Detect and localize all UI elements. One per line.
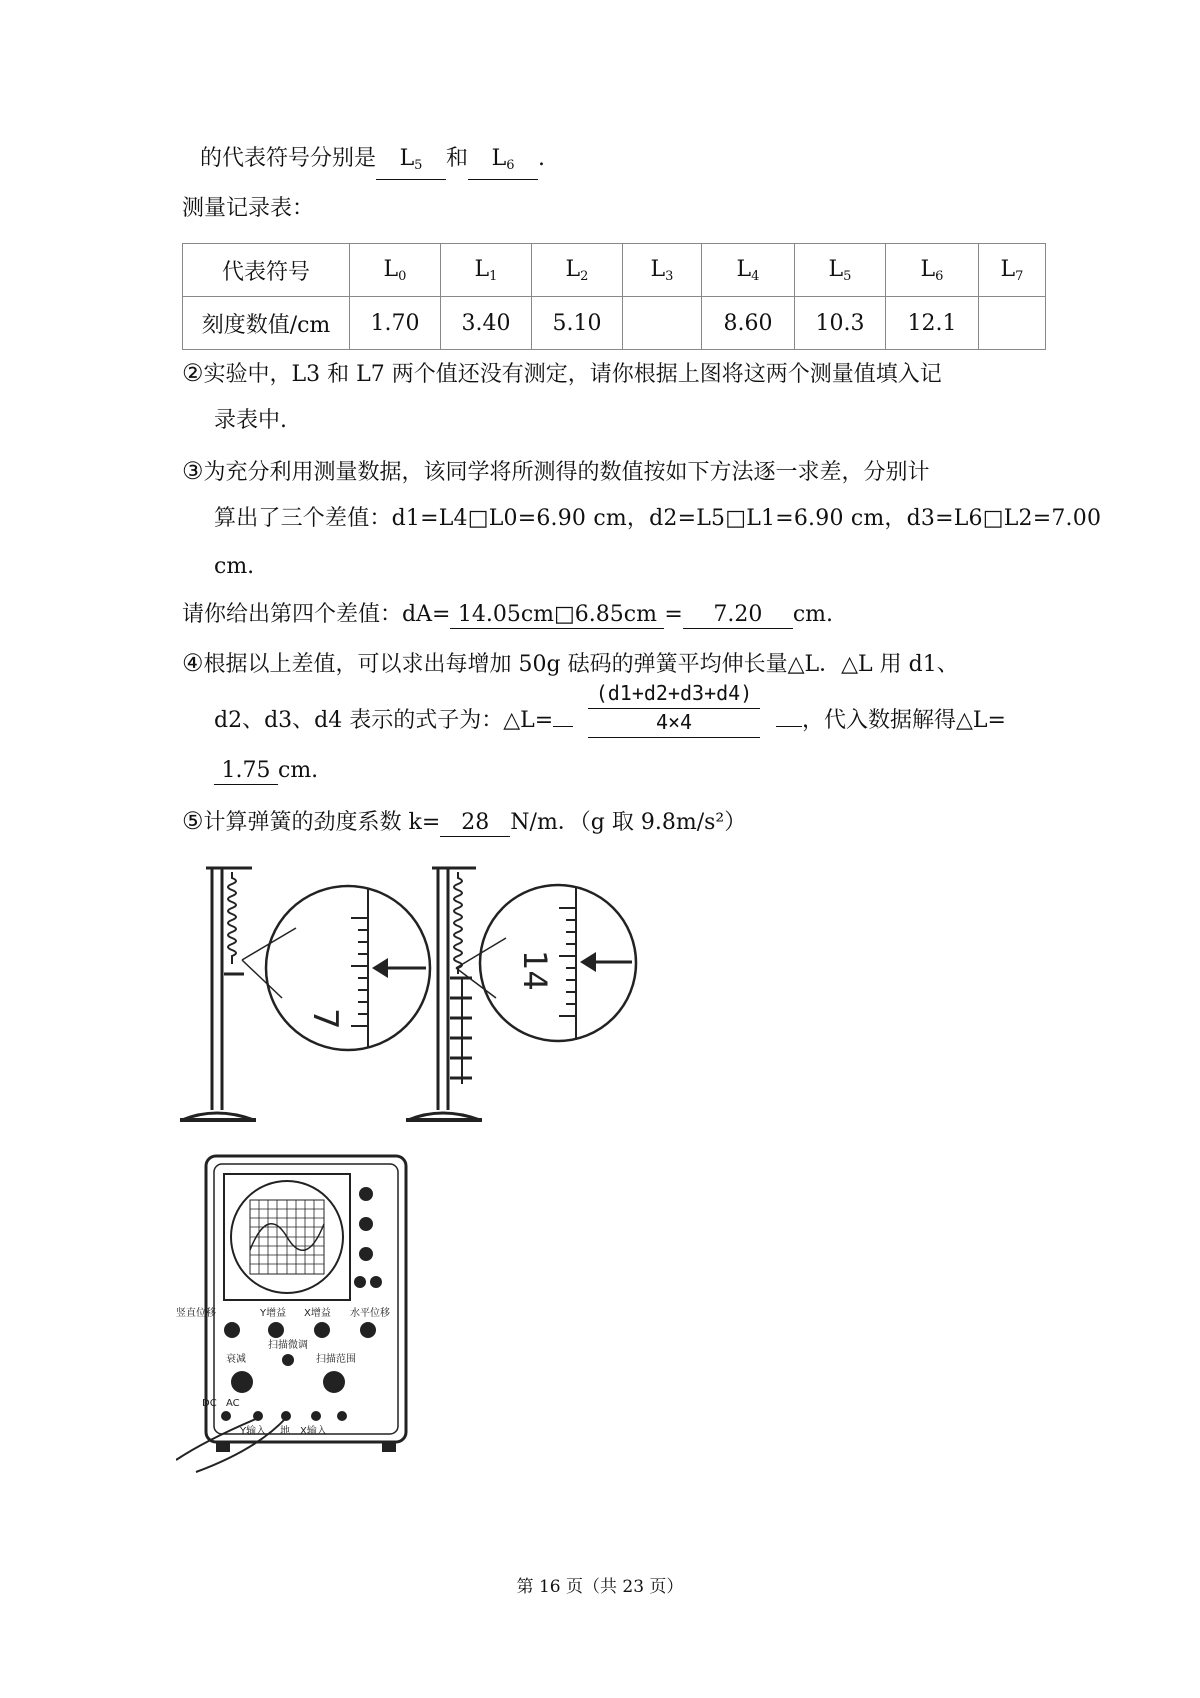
svg-text:扫描范围: 扫描范围 (316, 1354, 356, 1365)
answer-blank-k: 28 (440, 810, 510, 837)
spring-stand-figure (176, 858, 716, 1128)
fraction-numerator: (d1+d2+d3+d4) (595, 681, 753, 705)
oscilloscope-figure (176, 1150, 436, 1480)
answer-line-1: 的代表符号分别是 $L_5$ 和 $L_6$ . (200, 144, 545, 180)
answer-blank-1: $L_5$ (376, 146, 446, 180)
scale-label-left: 7 (305, 1008, 345, 1030)
table-row: 刻度数值/cm 1.70 3.40 5.10 8.60 10.3 12.1 (183, 297, 1046, 350)
svg-text:Y增益: Y增益 (260, 1308, 287, 1319)
svg-text:X输入: X输入 (300, 1426, 327, 1437)
svg-text:AC: AC (226, 1398, 240, 1409)
question-2: ②实验中，L3 和 L7 两个值还没有测定，请你根据上图将这两个测量值填入记 (182, 359, 942, 387)
svg-text:地: 地 (280, 1426, 290, 1437)
answer-blank-d4-value: 7.20 (683, 602, 793, 629)
svg-text:衰减: 衰减 (226, 1354, 246, 1365)
question-4-formula-line: d2、d3、d4 表示的式子为：△L= (214, 706, 573, 736)
fraction (574, 678, 774, 738)
scale-label-right: 14 (516, 950, 554, 991)
question-4: ④根据以上差值，可以求出每增加 50g 砝码的弹簧平均伸长量△L．△L 用 d1、 (182, 649, 959, 677)
svg-text:DC: DC (202, 1398, 217, 1409)
measurement-table (182, 243, 1046, 350)
answer-blank-2: $L_6$ (468, 146, 538, 180)
svg-text:水平位移: 水平位移 (350, 1308, 390, 1319)
svg-text:Y输入: Y输入 (240, 1426, 267, 1437)
answer-blank-delta-l: 1.75 (214, 758, 278, 785)
fourth-difference: 请你给出第四个差值：dA= 14.05cm□6.85cm = 7.20 cm. (182, 602, 834, 627)
svg-text:扫描微调: 扫描微调 (268, 1340, 308, 1351)
table-title: 测量记录表： (182, 196, 315, 221)
page-footer: 第 16 页（共 23 页） (516, 1577, 684, 1597)
answer-blank-d4-expr: 14.05cm□6.85cm (450, 602, 664, 629)
svg-text:竖直位移: 竖直位移 (176, 1308, 216, 1319)
question-3: ③为充分利用测量数据，该同学将所测得的数值按如下方法逐一求差，分别计 (182, 457, 930, 485)
svg-text:X增益: X增益 (304, 1308, 331, 1319)
fraction-denominator: 4×4 (655, 710, 693, 734)
question-5: ⑤计算弹簧的劲度系数 k= 28 N/m．（g 取 9.8m/s²） (182, 807, 747, 835)
table-row: 代表符号 $L_0$ $L_1$ $L_2$ $L_3$ $L_4$ $L_5$ $L_6$ $L_7$ (183, 244, 1046, 297)
